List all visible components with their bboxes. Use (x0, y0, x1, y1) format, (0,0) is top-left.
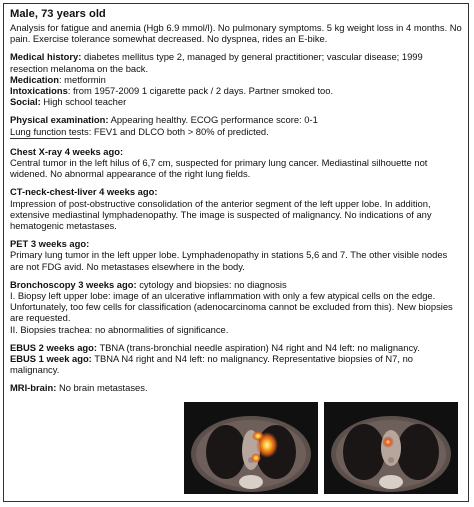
ebus-1-week-label: EBUS 1 week ago: (10, 353, 92, 365)
bronchoscopy-heading: Bronchoscopy 3 weeks ago: (10, 278, 137, 290)
intro-text: Analysis for fatigue and anemia (Hgb 6.9 mmol/l). No pulmonary symptoms. 5 kg weight loss in 4 months. No pain. Exercise tolerance somewhat decreased. No dyspnea, rides an E-bike. (10, 22, 462, 45)
ebus-2-weeks (10, 342, 462, 353)
ebus-2-weeks-label: EBUS 2 weeks ago: (10, 341, 98, 353)
mri-section (10, 382, 462, 393)
medical-history (10, 51, 462, 73)
pet-heading: PET 3 weeks ago: (10, 238, 90, 250)
bronchoscopy-section (10, 279, 462, 335)
case-content (10, 8, 462, 394)
medication (10, 74, 462, 85)
pet-text: Primary lung tumor in the left upper lobe. Lymphadenopathy in stations 5,6 and 7. The other visible nodes are not FDG avid. No metastases elsewhere in the body. (10, 249, 448, 272)
physical-exam-label: Physical examination: (10, 114, 109, 126)
bronchoscopy-line-2: II. Biopsies trachea: no abnormalities of significance. (10, 323, 229, 335)
xray-heading: Chest X-ray 4 weeks ago: (10, 145, 124, 157)
ct-section (10, 186, 462, 231)
pet-section (10, 238, 462, 272)
mri-text: No brain metastases. (56, 382, 148, 394)
ct-heading: CT-neck-chest-liver 4 weeks ago: (10, 186, 158, 198)
bronchoscopy-heading-line (10, 279, 462, 290)
pet-ct-scan-right (324, 402, 458, 494)
xray-text: Central tumor in the left hilus of 6,7 cm, suspected for primary lung cancer. Mediastinal silhouette not widened. No abnormal appearance of the right lung fields. (10, 157, 428, 180)
pet-ct-scan-left (184, 402, 318, 494)
intoxications-text: : from 1957-2009 1 cigarette pack / 2 days. Partner smoked too. (67, 85, 334, 97)
ebus-section (10, 342, 462, 376)
mri-label: MRI-brain: (10, 382, 57, 394)
xray-section (10, 146, 462, 180)
intoxications (10, 85, 462, 96)
medication-text: : metformin (58, 73, 106, 85)
pet-ct-images (184, 402, 458, 494)
bronchoscopy-heading-rest: cytology and biopsies: no diagnosis (136, 278, 287, 290)
ebus-1-week (10, 353, 462, 375)
ebus-2-weeks-text: TBNA (trans-bronchial needle aspiration) N4 right and N4 left: no malignancy. (97, 341, 420, 353)
physical-exam (10, 114, 462, 125)
ebus-1-week-text: TBNA N4 right and N4 left: no malignancy. Representative biopsies of N7, no malignancy. (10, 353, 413, 376)
medical-history-text: diabetes mellitus type 2, managed by general practitioner; vascular disease; 1999 resection melanoma on the back. (10, 51, 423, 74)
medical-history-label: Medical history: (10, 51, 82, 63)
intoxications-label: Intoxications (10, 85, 68, 97)
physical-exam-text: Appearing healthy. ECOG performance score: 0-1 (108, 114, 318, 126)
bronchoscopy-line-1: I. Biopsy left upper lobe: image of an ulcerative inflammation with only a few atypical cells on the edge. Unfortunately, too few cells for classification (adenocarcinoma cannot be excluded from this). New biopsies are requested. (10, 290, 453, 324)
medication-label: Medication (10, 73, 59, 85)
social-label: Social: (10, 96, 41, 108)
social (10, 96, 462, 107)
ct-text: Impression of post-obstructive consolidation of the anterior segment of the left upper lobe. In addition, extensive mediastinal lymphadenopathy. The image is suspected of malignancy. No indications of any hematogenic metastases. (10, 197, 432, 232)
case-title: Male, 73 years old (10, 8, 106, 20)
lung-function: Lung function tests: FEV1 and DLCO both > 80% of predicted. (10, 125, 269, 137)
social-text: High school teacher (40, 96, 127, 108)
